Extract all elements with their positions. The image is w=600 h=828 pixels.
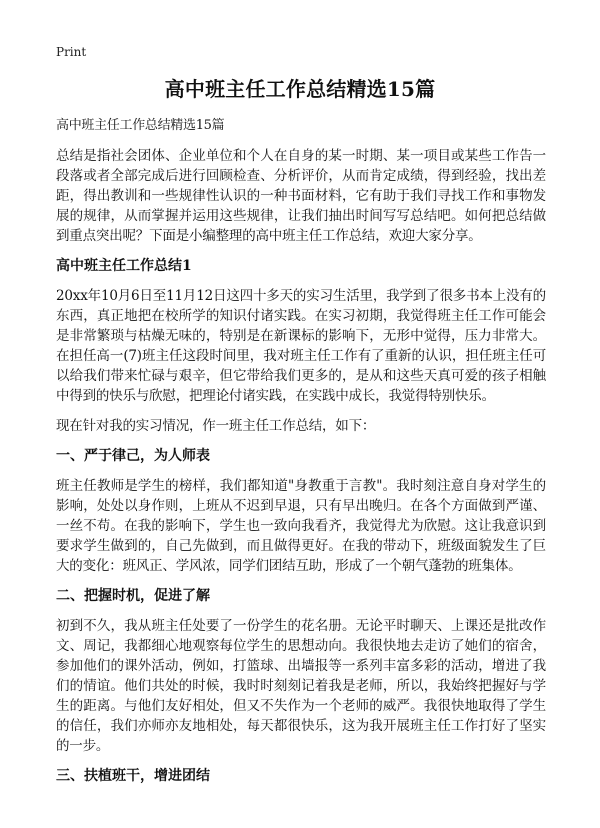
point2-paragraph: 初到不久，我从班主任处要了一份学生的花名册。无论平时聊天、上课还是批改作文、周记，我都细心地观察每位学生的思想动向。我很快地去走访了她们的宿舍，参加他们的课外活动，例如，打篮球、出墙报等一系列丰富多彩的活动，增进了我们的情谊。他们共处的时候，我时时刻刻记着我是老师，所以，我始终把握好与学生的距离。与他们友好相处，但又不失作为一个老师的威严。我很快地取得了学生的信任，我们亦师亦友地相处，每天都很快乐，这为我开展班主任工作打好了坚实的一步。 xyxy=(56,618,546,754)
section1-heading: 高中班主任工作总结1 xyxy=(56,258,192,274)
intro-paragraph: 总结是指社会团体、企业单位和个人在自身的某一时期、某一项目或某些工作告一段落或者全部完成后进行回顾检查、分析评价，从而肯定成绩，得到经验，找出差距，得出教训和一些规律性认识的一种书面材料，它有助于我们寻找工作和事物发展的规律，从而掌握并运用这些规律，让我们抽出时间写写总结吧。如何把总结做到重点突出呢？下面是小编整理的高中班主任工作总结，欢迎大家分享。 xyxy=(56,148,546,244)
document-body xyxy=(56,116,546,796)
point1-heading: 一、严于律己，为人师表 xyxy=(56,448,210,464)
point1-paragraph: 班主任教师是学生的榜样，我们都知道"身教重于言教"。我时刻注意自身对学生的影响，处处以身作则，上班从不迟到早退，只有早出晚归。在各个方面做到严谨、一丝不苟。在我的影响下，学生也一致向我看齐，我觉得尤为欣慰。这让我意识到要求学生做到的，自己先做到，而且做得更好。在我的带动下，班级面貌发生了巨大的变化：班风正、学风浓，同学们团结互助，形成了一个朝气蓬勃的班集体。 xyxy=(56,478,546,574)
section1-paragraph-1: 20xx年10月6日至11月12日这四十多天的实习生活里，我学到了很多书本上没有的东西，真正地把在校所学的知识付诸实践。在实习初期，我觉得班主任工作可能会是非常繁琐与枯燥无味的，特别是在新课标的影响下，无形中觉得，压力非常大。在担任高一(7)班主任这段时间里，我对班主任工作有了重新的认识，担任班主任可以给我们带来忙碌与艰辛，但它带给我们更多的，是从和这些天真可爱的孩子相触中得到的快乐与欣慰，把理论付诸实践，在实践中成长，我觉得特别快乐。 xyxy=(56,288,546,404)
point2-heading: 二、把握时机，促进了解 xyxy=(56,588,210,604)
document-subtitle: 高中班主任工作总结精选15篇 xyxy=(56,118,225,133)
section1-paragraph-2: 现在针对我的实习情况，作一班主任工作总结，如下： xyxy=(56,418,376,434)
print-link[interactable]: Print xyxy=(56,45,87,59)
document-title: 高中班主任工作总结精选15篇 xyxy=(164,77,436,101)
point3-heading: 三、扶植班干，增进团结 xyxy=(56,768,210,784)
